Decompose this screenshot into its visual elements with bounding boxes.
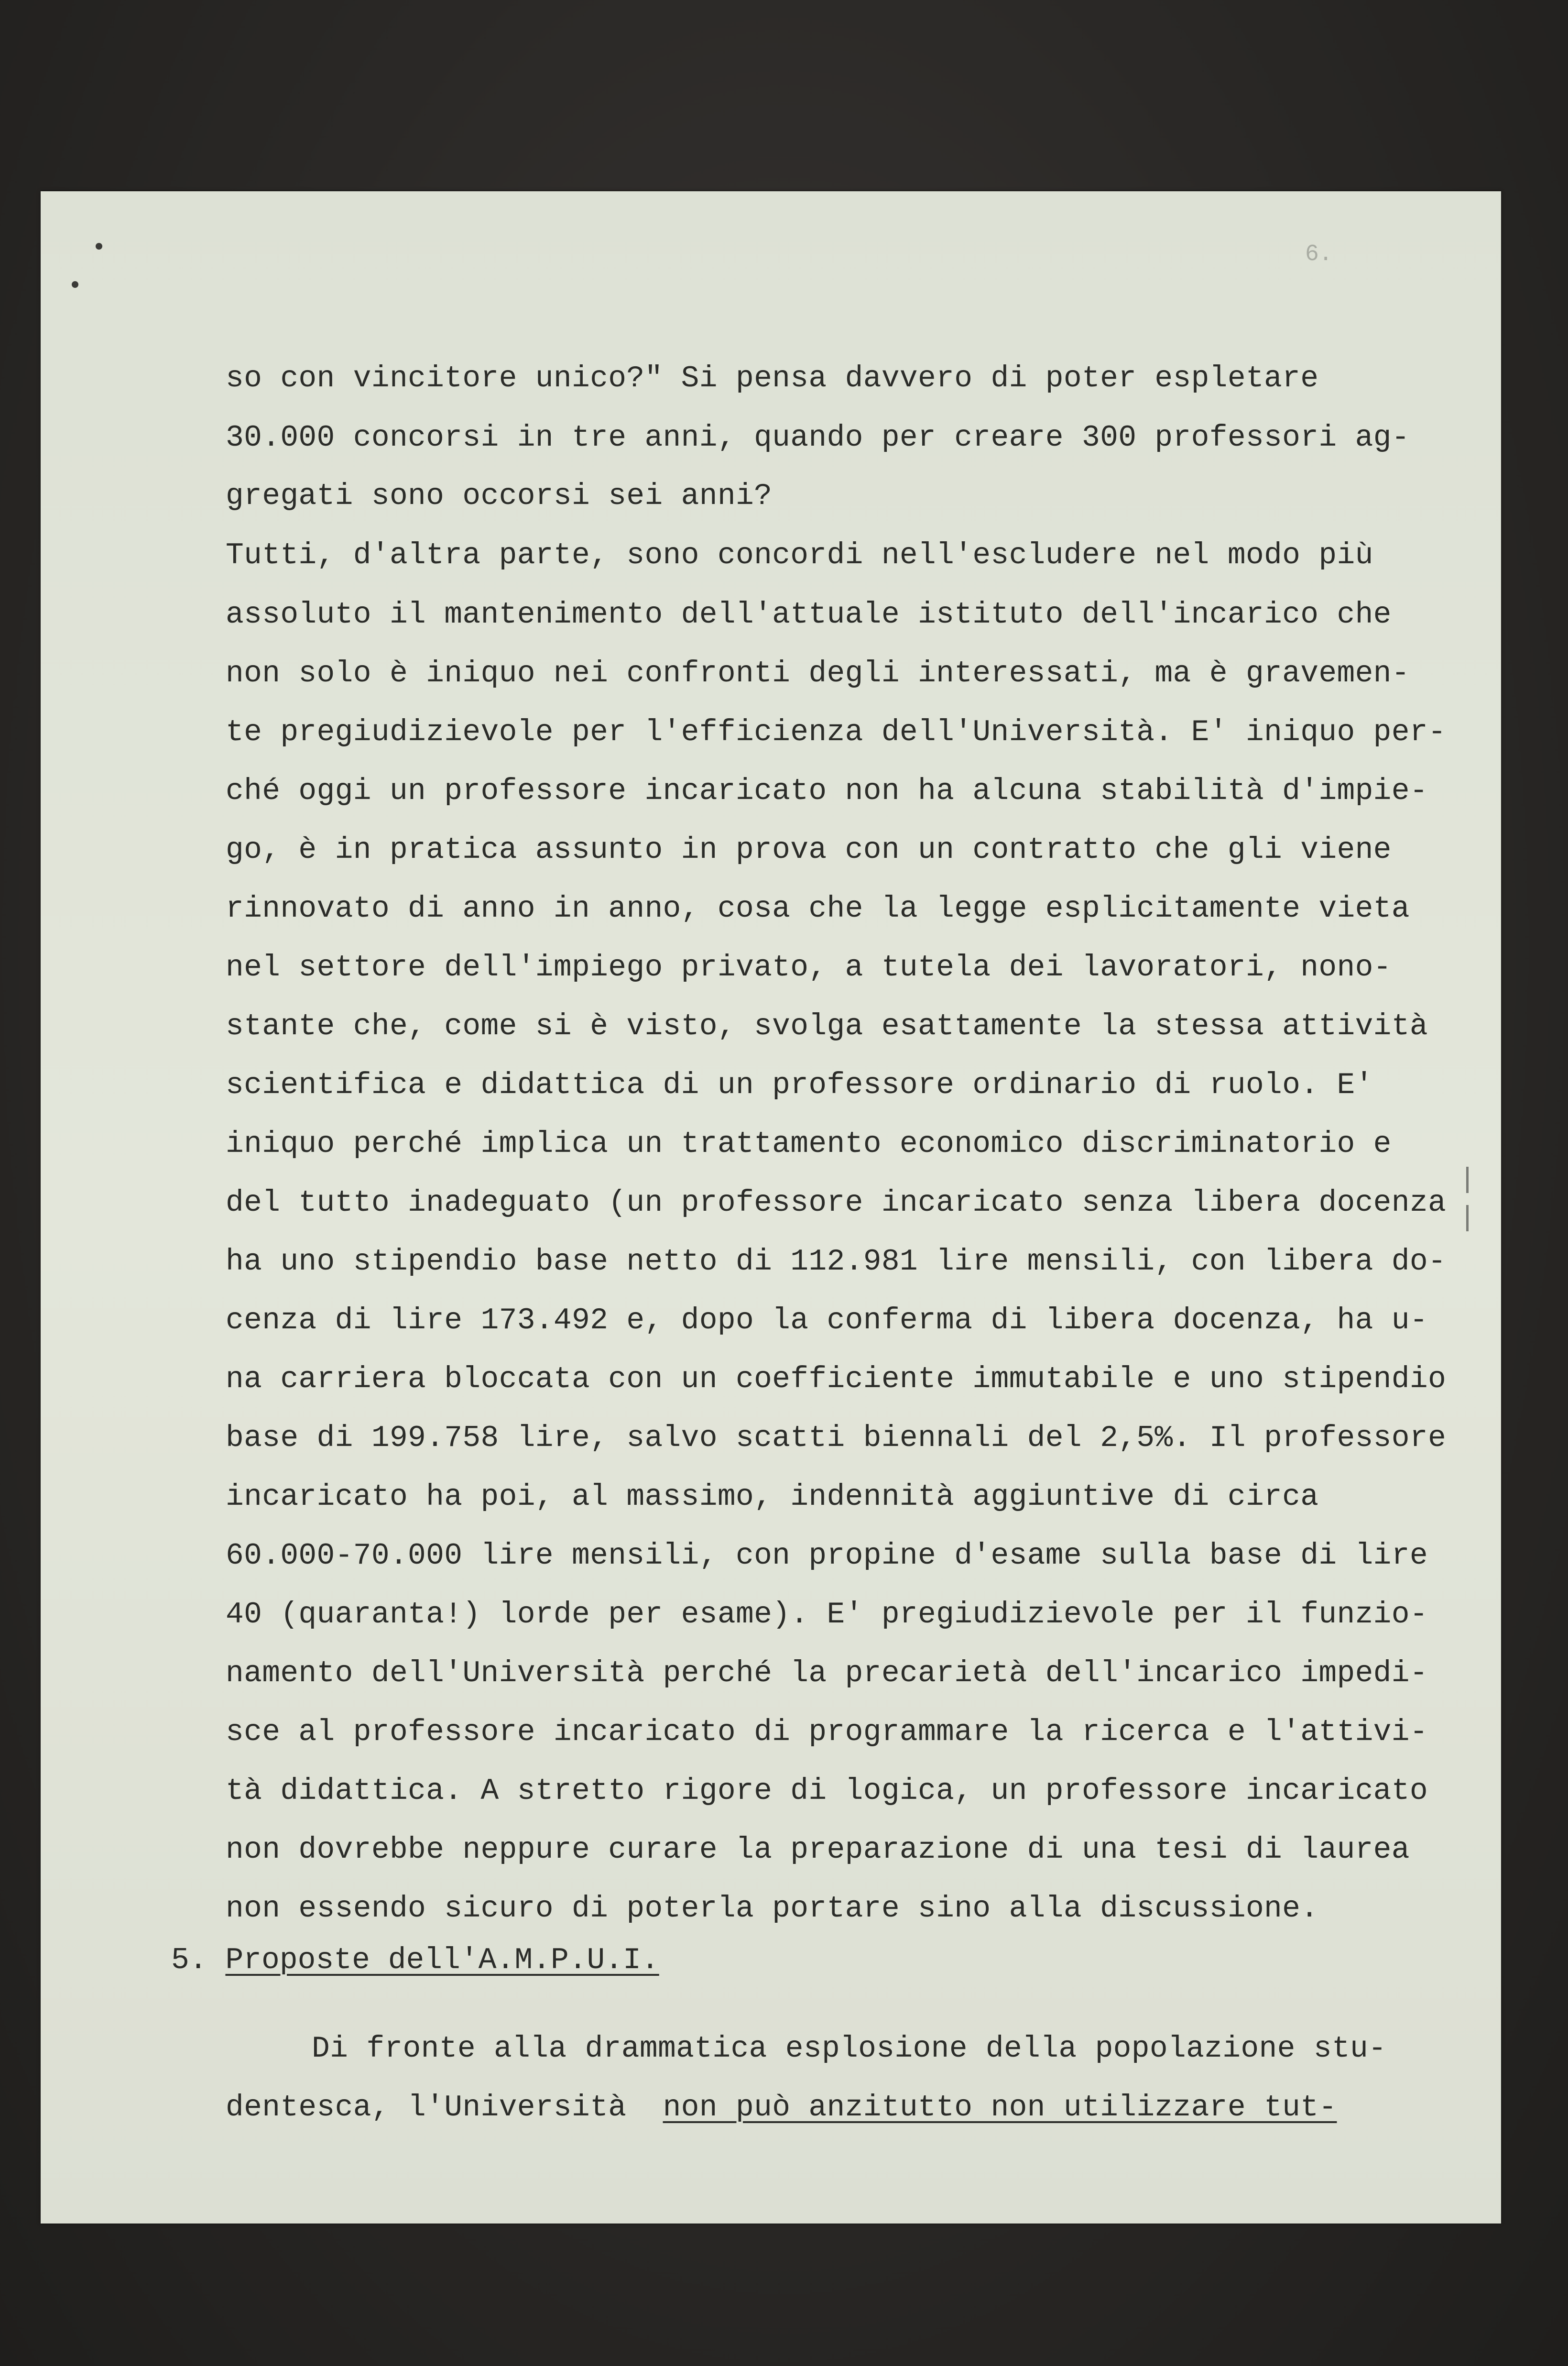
margin-dot — [96, 243, 102, 250]
body-line: ché oggi un professore incaricato non ha alcuna stabilità d'impie- — [226, 774, 1428, 808]
body-line: non dovrebbe neppure curare la preparazione di una tesi di laurea — [226, 1833, 1410, 1867]
section-heading — [171, 1941, 659, 1980]
body-line: na carriera bloccata con un coefficiente immutabile e uno stipendio — [226, 1362, 1447, 1396]
body-line: so con vincitore unico?" Si pensa davvero di poter espletare — [226, 361, 1319, 395]
body-line: assoluto il mantenimento dell'attuale istituto dell'incarico che — [226, 598, 1392, 632]
body-line: te pregiudizievole per l'efficienza dell'Università. E' iniquo per- — [226, 715, 1447, 749]
body-line: cenza di lire 173.492 e, dopo la conferma di libera docenza, ha u- — [226, 1303, 1428, 1337]
underlined-phrase: non può anzitutto non utilizzare tut- — [663, 2091, 1337, 2125]
body-line: sce al professore incaricato di programmare la ricerca e l'attivi- — [226, 1715, 1428, 1749]
body-line: incaricato ha poi, al massimo, indennità aggiuntive di circa — [226, 1480, 1319, 1514]
body-line: nel settore dell'impiego privato, a tutela dei lavoratori, nono- — [226, 951, 1392, 985]
margin-dot — [72, 281, 78, 288]
margin-mark — [1466, 1167, 1469, 1193]
body-line: base di 199.758 lire, salvo scatti biennali del 2,5%. Il professore — [226, 1421, 1447, 1455]
body-line: 40 (quaranta!) lorde per esame). E' pregiudizievole per il funzio- — [226, 1598, 1428, 1632]
body-line: ha uno stipendio base netto di 112.981 lire mensili, con libera do- — [226, 1245, 1447, 1279]
section-title: Proposte dell'A.M.P.U.I. — [225, 1943, 659, 1977]
closing-line — [226, 2089, 1337, 2127]
body-line: gregati sono occorsi sei anni? — [226, 479, 773, 513]
body-line: stante che, come si è visto, svolga esattamente la stessa attività — [226, 1009, 1428, 1043]
body-line: del tutto inadeguato (un professore incaricato senza libera docenza — [226, 1186, 1447, 1220]
body-line: tà didattica. A stretto rigore di logica, un professore incaricato — [226, 1774, 1428, 1808]
body-line: iniquo perché implica un trattamento economico discriminatorio e — [226, 1127, 1392, 1161]
body-line: namento dell'Università perché la precarietà dell'incarico impedi- — [226, 1656, 1428, 1690]
body-line: go, è in pratica assunto in prova con un contratto che gli viene — [226, 833, 1392, 867]
body-line: 60.000-70.000 lire mensili, con propine d'esame sulla base di lire — [226, 1539, 1428, 1573]
margin-mark — [1466, 1205, 1469, 1231]
body-line: rinnovato di anno in anno, cosa che la legge esplicitamente vieta — [226, 892, 1410, 926]
section-number: 5. — [171, 1943, 207, 1977]
body-line: 30.000 concorsi in tre anni, quando per creare 300 professori ag- — [226, 421, 1410, 455]
closing-text: dentesca, l'Università — [226, 2091, 663, 2125]
page-number: 6. — [1305, 241, 1333, 267]
body-line: non solo è iniquo nei confronti degli interessati, ma è gravemen- — [226, 657, 1410, 690]
closing-line: Di fronte alla drammatica esplosione della popolazione stu- — [312, 2032, 1387, 2066]
body-line: Tutti, d'altra parte, sono concordi nell'escludere nel modo più — [226, 538, 1373, 572]
body-line: scientifica e didattica di un professore ordinario di ruolo. E' — [226, 1068, 1373, 1102]
body-line: non essendo sicuro di poterla portare sino alla discussione. — [226, 1892, 1319, 1926]
